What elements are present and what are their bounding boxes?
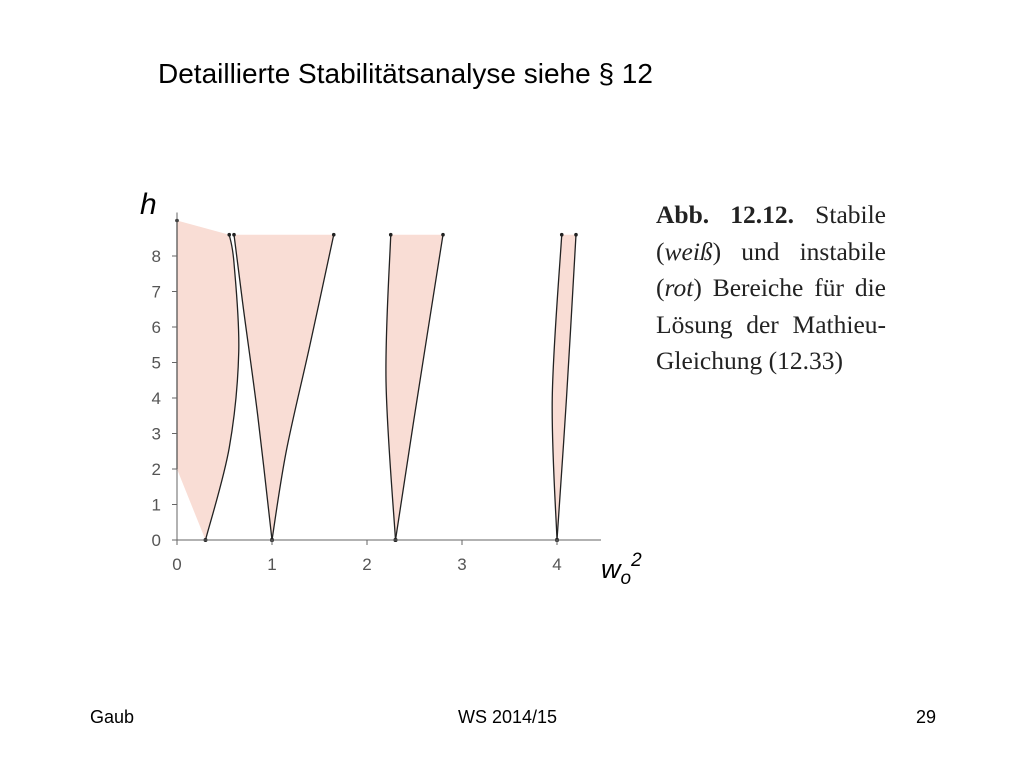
boundary-end-dot — [232, 233, 236, 237]
x-tick-label: 4 — [552, 555, 562, 574]
caption-text-1: Stabile ( — [656, 200, 887, 266]
x-tick-label: 1 — [267, 555, 277, 574]
boundary-end-dot — [560, 233, 564, 237]
page-title: Detaillierte Stabilitätsanalyse siehe § 12 — [158, 58, 653, 89]
footer-semester: WS 2014/15 — [458, 707, 558, 727]
caption-text-2: ) und instabile ( — [656, 236, 886, 302]
x-axis-label-superscript: 2 — [631, 550, 642, 571]
footer-author: Gaub — [90, 707, 135, 727]
boundary-end-dot — [441, 233, 445, 237]
y-tick-label: 4 — [151, 389, 161, 408]
unstable-region-1 — [177, 221, 239, 541]
boundary-end-dot — [574, 233, 578, 237]
figure-caption — [656, 197, 886, 380]
y-tick-label: 7 — [151, 282, 161, 302]
x-tick-label: 2 — [362, 555, 372, 574]
unstable-region-3 — [386, 235, 443, 540]
boundary-end-dot — [227, 233, 231, 237]
boundary-end-dot — [332, 233, 336, 237]
caption-stable-word: weiß — [664, 236, 713, 266]
y-tick-label: 0 — [151, 531, 161, 550]
y-tick-label: 6 — [151, 318, 161, 337]
x-axis-label-subscript: o — [620, 568, 632, 589]
caption-unstable-word: rot — [664, 273, 694, 302]
boundary-end-dot — [389, 233, 393, 237]
stability-regions — [175, 219, 578, 542]
y-tick-label: 3 — [151, 424, 161, 444]
y-axis-label: h — [140, 188, 157, 221]
y-tick-label: 1 — [151, 495, 161, 515]
y-tick-label: 8 — [151, 247, 161, 266]
footer-page-number: 29 — [916, 707, 937, 727]
unstable-region-4 — [552, 235, 576, 540]
y-tick-label: 5 — [151, 353, 161, 373]
x-tick-label: 3 — [457, 555, 467, 574]
unstable-region-2 — [234, 235, 334, 540]
caption-label: Abb. 12.12. — [656, 200, 795, 229]
x-axis-label-base: w — [601, 554, 621, 584]
y-tick-label: 2 — [151, 460, 161, 479]
x-tick-label: 0 — [172, 555, 182, 574]
caption-text-3: ) Bereiche für die Lösung der Mathieu-Gleichung (12.33) — [656, 273, 886, 375]
